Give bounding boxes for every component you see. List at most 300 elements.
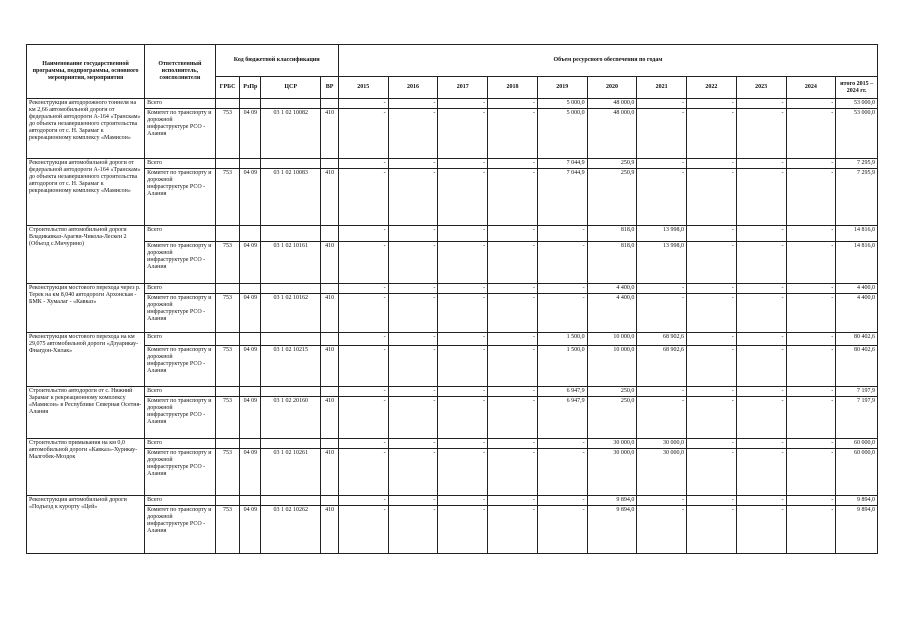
amount-cell-2023: - xyxy=(736,496,786,506)
amount-cell-2015: - xyxy=(338,346,388,387)
grbs-cell: 753 xyxy=(215,109,240,159)
grbs-cell xyxy=(215,99,240,109)
rzpr-cell: 04 09 xyxy=(240,169,261,226)
amount-cell-2021: - xyxy=(637,99,687,109)
amount-cell-2017: - xyxy=(438,449,488,496)
amount-cell-2015: - xyxy=(338,226,388,242)
table-row-executor xyxy=(27,109,878,159)
table-row-total xyxy=(27,439,878,449)
amount-cell-2022: - xyxy=(687,439,737,449)
amount-cell-2015: - xyxy=(338,169,388,226)
amount-cell-2016: - xyxy=(388,506,438,554)
amount-cell-2021: - xyxy=(637,397,687,439)
amount-cell-2020: 30 000,0 xyxy=(587,439,637,449)
amount-cell-2023: - xyxy=(736,99,786,109)
responsible-cell: Всего xyxy=(145,496,215,506)
amount-cell-2016: - xyxy=(388,226,438,242)
amount-cell-2019: 7 044,9 xyxy=(537,169,587,226)
amount-cell-2021: 30 000,0 xyxy=(637,449,687,496)
amount-cell-2024: - xyxy=(786,346,836,387)
amount-cell-2016: - xyxy=(388,294,438,333)
amount-cell-2022: - xyxy=(687,397,737,439)
amount-cell-2016: - xyxy=(388,496,438,506)
rzpr-cell xyxy=(240,439,261,449)
responsible-cell: Комитет по транспорту и дорожной инфраструктуре РСО - Алания xyxy=(145,397,215,439)
amount-cell-2022: - xyxy=(687,109,737,159)
amount-cell-2019: - xyxy=(537,496,587,506)
vr-cell xyxy=(321,387,339,397)
amount-cell-2021: - xyxy=(637,284,687,294)
amount-cell-2016: - xyxy=(388,284,438,294)
amount-cell-2022: - xyxy=(687,226,737,242)
rzpr-cell xyxy=(240,387,261,397)
amount-cell-2022: - xyxy=(687,449,737,496)
amount-cell-2015: - xyxy=(338,109,388,159)
amount-cell-2016: - xyxy=(388,449,438,496)
total-cell: 80 402,6 xyxy=(836,333,878,346)
code-header-csr: ЦСР xyxy=(261,77,321,99)
total-cell: 53 000,0 xyxy=(836,109,878,159)
amount-cell-2024: - xyxy=(786,109,836,159)
table-body xyxy=(27,99,878,554)
rzpr-cell xyxy=(240,226,261,242)
vr-cell xyxy=(321,284,339,294)
responsible-cell: Всего xyxy=(145,439,215,449)
year-header-2020: 2020 xyxy=(587,77,637,99)
responsible-header: Ответственный исполнитель, соисполнители xyxy=(145,45,215,99)
vr-cell: 410 xyxy=(321,242,339,284)
amount-cell-2015: - xyxy=(338,449,388,496)
amount-cell-2022: - xyxy=(687,506,737,554)
amount-cell-2015: - xyxy=(338,496,388,506)
grbs-cell: 753 xyxy=(215,242,240,284)
project-name: Строительство примыкания на км 0,0 автомобильной дороги «Кавказ»-Хурикау-Малгобек-Моздок xyxy=(27,439,145,496)
amount-cell-2023: - xyxy=(736,387,786,397)
amount-cell-2023: - xyxy=(736,333,786,346)
amount-cell-2024: - xyxy=(786,397,836,439)
vr-cell: 410 xyxy=(321,449,339,496)
amount-cell-2020: 10 000,0 xyxy=(587,333,637,346)
amount-cell-2020: 4 400,0 xyxy=(587,294,637,333)
grbs-cell xyxy=(215,333,240,346)
amount-cell-2017: - xyxy=(438,387,488,397)
amount-cell-2023: - xyxy=(736,397,786,439)
amount-cell-2017: - xyxy=(438,109,488,159)
csr-cell xyxy=(261,159,321,169)
amount-cell-2021: - xyxy=(637,506,687,554)
responsible-cell: Всего xyxy=(145,99,215,109)
rzpr-cell: 04 09 xyxy=(240,294,261,333)
amount-cell-2024: - xyxy=(786,506,836,554)
total-cell: 4 400,0 xyxy=(836,294,878,333)
vr-cell: 410 xyxy=(321,506,339,554)
vr-cell xyxy=(321,496,339,506)
rzpr-cell: 04 09 xyxy=(240,242,261,284)
amount-cell-2016: - xyxy=(388,397,438,439)
amount-cell-2023: - xyxy=(736,242,786,284)
total-cell: 14 816,0 xyxy=(836,226,878,242)
csr-cell: 03 1 02 10261 xyxy=(261,449,321,496)
csr-cell: 03 1 02 10082 xyxy=(261,109,321,159)
amount-cell-2015: - xyxy=(338,333,388,346)
amount-cell-2021: - xyxy=(637,387,687,397)
year-header-2018: 2018 xyxy=(488,77,538,99)
amount-cell-2015: - xyxy=(338,439,388,449)
project-name: Реконструкция автомобильной дороги «Подъезд к курорту «Цей» xyxy=(27,496,145,554)
rzpr-cell xyxy=(240,333,261,346)
code-header-grbs: ГРБС xyxy=(215,77,240,99)
table-row-executor xyxy=(27,169,878,226)
amount-cell-2020: 48 000,0 xyxy=(587,109,637,159)
amount-cell-2021: - xyxy=(637,159,687,169)
amount-cell-2019: - xyxy=(537,226,587,242)
total-cell: 53 000,0 xyxy=(836,99,878,109)
amount-cell-2020: 4 400,0 xyxy=(587,284,637,294)
amount-cell-2020: 250,9 xyxy=(587,159,637,169)
grbs-cell: 753 xyxy=(215,397,240,439)
table-row-total xyxy=(27,159,878,169)
amount-cell-2024: - xyxy=(786,449,836,496)
amount-cell-2018: - xyxy=(488,387,538,397)
amount-cell-2018: - xyxy=(488,159,538,169)
amount-cell-2023: - xyxy=(736,506,786,554)
amount-cell-2021: 30 000,0 xyxy=(637,439,687,449)
amount-cell-2023: - xyxy=(736,159,786,169)
grbs-cell xyxy=(215,496,240,506)
amount-cell-2018: - xyxy=(488,439,538,449)
grbs-cell: 753 xyxy=(215,449,240,496)
amount-cell-2018: - xyxy=(488,99,538,109)
amount-cell-2018: - xyxy=(488,284,538,294)
rzpr-cell xyxy=(240,284,261,294)
csr-cell xyxy=(261,226,321,242)
amount-cell-2019: 1 500,0 xyxy=(537,333,587,346)
amount-cell-2015: - xyxy=(338,159,388,169)
amount-cell-2018: - xyxy=(488,109,538,159)
amount-cell-2017: - xyxy=(438,397,488,439)
responsible-cell: Комитет по транспорту и дорожной инфраструктуре РСО - Алания xyxy=(145,169,215,226)
amount-cell-2020: 48 000,0 xyxy=(587,99,637,109)
responsible-cell: Всего xyxy=(145,159,215,169)
amount-cell-2020: 250,9 xyxy=(587,169,637,226)
amount-cell-2016: - xyxy=(388,439,438,449)
amount-cell-2019: 5 000,0 xyxy=(537,109,587,159)
vr-cell xyxy=(321,99,339,109)
amount-cell-2024: - xyxy=(786,284,836,294)
project-name: Реконструкция автодорожного тоннеля на км 2,66 автомобильной дороги от федеральной автодороги А-164 «Транскам» до объекта незавершенного строительства автодороги от с. Н. Зарамаг к рекреационному комплексу «Мамисон» xyxy=(27,99,145,159)
amount-cell-2017: - xyxy=(438,169,488,226)
amount-cell-2024: - xyxy=(786,387,836,397)
csr-cell xyxy=(261,439,321,449)
amount-cell-2024: - xyxy=(786,439,836,449)
csr-cell: 03 1 02 20160 xyxy=(261,397,321,439)
amount-cell-2024: - xyxy=(786,242,836,284)
vr-cell xyxy=(321,226,339,242)
amount-cell-2017: - xyxy=(438,496,488,506)
amount-cell-2019: - xyxy=(537,439,587,449)
csr-cell xyxy=(261,333,321,346)
amount-cell-2015: - xyxy=(338,99,388,109)
amount-cell-2017: - xyxy=(438,159,488,169)
amount-cell-2016: - xyxy=(388,346,438,387)
amount-cell-2015: - xyxy=(338,387,388,397)
code-header-vr: ВР xyxy=(321,77,339,99)
total-cell: 9 894,0 xyxy=(836,496,878,506)
budget-code-header: Код бюджетной классификации xyxy=(215,45,338,77)
amount-cell-2016: - xyxy=(388,169,438,226)
rzpr-cell xyxy=(240,99,261,109)
total-cell: 7 197,9 xyxy=(836,397,878,439)
amount-cell-2023: - xyxy=(736,346,786,387)
csr-cell: 03 1 02 10162 xyxy=(261,294,321,333)
amount-cell-2023: - xyxy=(736,439,786,449)
amount-cell-2024: - xyxy=(786,496,836,506)
csr-cell xyxy=(261,99,321,109)
year-header-2017: 2017 xyxy=(438,77,488,99)
rzpr-cell xyxy=(240,496,261,506)
amount-cell-2021: 68 902,6 xyxy=(637,333,687,346)
amount-cell-2019: 6 947,9 xyxy=(537,397,587,439)
amount-cell-2022: - xyxy=(687,99,737,109)
project-name: Строительство автомобильной дороги Владикавказ-Арагви-Чикола-Лескен 2 (Объезд с.Мичурино) xyxy=(27,226,145,284)
rzpr-cell: 04 09 xyxy=(240,109,261,159)
responsible-cell: Комитет по транспорту и дорожной инфраструктуре РСО - Алания xyxy=(145,449,215,496)
table-row-total xyxy=(27,99,878,109)
amount-cell-2023: - xyxy=(736,226,786,242)
amount-cell-2023: - xyxy=(736,169,786,226)
amount-cell-2022: - xyxy=(687,294,737,333)
year-header-2015: 2015 xyxy=(338,77,388,99)
rzpr-cell xyxy=(240,159,261,169)
table-row-executor xyxy=(27,397,878,439)
funding-header: Объем ресурсного обеспечения по годам xyxy=(338,45,877,77)
csr-cell: 03 1 02 10215 xyxy=(261,346,321,387)
grbs-cell xyxy=(215,159,240,169)
table-row-executor xyxy=(27,449,878,496)
amount-cell-2018: - xyxy=(488,496,538,506)
responsible-cell: Комитет по транспорту и дорожной инфраструктуре РСО - Алания xyxy=(145,294,215,333)
amount-cell-2018: - xyxy=(488,242,538,284)
amount-cell-2018: - xyxy=(488,294,538,333)
rzpr-cell: 04 09 xyxy=(240,449,261,496)
amount-cell-2019: 1 500,0 xyxy=(537,346,587,387)
amount-cell-2020: 250,0 xyxy=(587,387,637,397)
amount-cell-2018: - xyxy=(488,506,538,554)
table-row-executor xyxy=(27,294,878,333)
project-name: Строительство автодороги от с. Нижний Зарамаг к рекреационному комплексу «Мамисон» в Республике Северная Осетия-Алания xyxy=(27,387,145,439)
amount-cell-2018: - xyxy=(488,397,538,439)
amount-cell-2016: - xyxy=(388,242,438,284)
amount-cell-2018: - xyxy=(488,346,538,387)
grbs-cell xyxy=(215,284,240,294)
responsible-cell: Комитет по транспорту и дорожной инфраструктуре РСО - Алания xyxy=(145,242,215,284)
responsible-cell: Комитет по транспорту и дорожной инфраструктуре РСО - Алания xyxy=(145,506,215,554)
responsible-cell: Комитет по транспорту и дорожной инфраструктуре РСО - Алания xyxy=(145,346,215,387)
total-header: итого 2015 – 2024 гг. xyxy=(836,77,878,99)
total-cell: 60 000,0 xyxy=(836,439,878,449)
table-header xyxy=(27,45,878,99)
year-header-2024: 2024 xyxy=(786,77,836,99)
year-header-2022: 2022 xyxy=(687,77,737,99)
vr-cell xyxy=(321,439,339,449)
grbs-cell xyxy=(215,226,240,242)
amount-cell-2024: - xyxy=(786,226,836,242)
total-cell: 7 197,9 xyxy=(836,387,878,397)
table-row-total xyxy=(27,333,878,346)
amount-cell-2016: - xyxy=(388,333,438,346)
amount-cell-2020: 9 894,0 xyxy=(587,506,637,554)
amount-cell-2020: 818,0 xyxy=(587,226,637,242)
csr-cell xyxy=(261,284,321,294)
csr-cell: 03 1 02 10161 xyxy=(261,242,321,284)
amount-cell-2021: 13 998,0 xyxy=(637,242,687,284)
amount-cell-2021: 13 998,0 xyxy=(637,226,687,242)
csr-cell xyxy=(261,387,321,397)
amount-cell-2016: - xyxy=(388,109,438,159)
table-row-total xyxy=(27,284,878,294)
vr-cell: 410 xyxy=(321,169,339,226)
amount-cell-2022: - xyxy=(687,159,737,169)
amount-cell-2017: - xyxy=(438,506,488,554)
amount-cell-2017: - xyxy=(438,226,488,242)
project-name: Реконструкция мостового перехода на км 29,075 автомобильной дороги «Дзуарикау-Фиагдон-Хилак» xyxy=(27,333,145,387)
amount-cell-2015: - xyxy=(338,397,388,439)
amount-cell-2024: - xyxy=(786,99,836,109)
year-header-2016: 2016 xyxy=(388,77,438,99)
csr-cell: 03 1 02 10262 xyxy=(261,506,321,554)
total-cell: 9 894,0 xyxy=(836,506,878,554)
rzpr-cell: 04 09 xyxy=(240,397,261,439)
amount-cell-2017: - xyxy=(438,333,488,346)
amount-cell-2024: - xyxy=(786,169,836,226)
amount-cell-2015: - xyxy=(338,242,388,284)
vr-cell xyxy=(321,333,339,346)
amount-cell-2024: - xyxy=(786,294,836,333)
amount-cell-2017: - xyxy=(438,242,488,284)
amount-cell-2019: - xyxy=(537,506,587,554)
year-header-2023: 2023 xyxy=(736,77,786,99)
amount-cell-2021: 68 902,6 xyxy=(637,346,687,387)
amount-cell-2021: - xyxy=(637,169,687,226)
amount-cell-2022: - xyxy=(687,242,737,284)
code-header-rzpr: РзПр xyxy=(240,77,261,99)
grbs-cell xyxy=(215,387,240,397)
amount-cell-2016: - xyxy=(388,159,438,169)
responsible-cell: Комитет по транспорту и дорожной инфраструктуре РСО - Алания xyxy=(145,109,215,159)
table-row-executor xyxy=(27,242,878,284)
vr-cell: 410 xyxy=(321,109,339,159)
project-name: Реконструкция мостового перехода через р. Терек на км 8,040 автодороги Архонская - БМК - Хумалаг - «Кавказ» xyxy=(27,284,145,333)
amount-cell-2022: - xyxy=(687,169,737,226)
amount-cell-2019: 7 044,9 xyxy=(537,159,587,169)
amount-cell-2017: - xyxy=(438,284,488,294)
amount-cell-2022: - xyxy=(687,496,737,506)
vr-cell: 410 xyxy=(321,346,339,387)
amount-cell-2022: - xyxy=(687,346,737,387)
amount-cell-2020: 250,0 xyxy=(587,397,637,439)
amount-cell-2017: - xyxy=(438,439,488,449)
responsible-cell: Всего xyxy=(145,226,215,242)
amount-cell-2018: - xyxy=(488,333,538,346)
program-header: Наименование государственной программы, подпрограммы, основного мероприятия, мероприятия xyxy=(27,45,145,99)
amount-cell-2021: - xyxy=(637,109,687,159)
grbs-cell: 753 xyxy=(215,294,240,333)
amount-cell-2024: - xyxy=(786,159,836,169)
amount-cell-2021: - xyxy=(637,496,687,506)
amount-cell-2019: 5 000,0 xyxy=(537,99,587,109)
amount-cell-2018: - xyxy=(488,226,538,242)
responsible-cell: Всего xyxy=(145,333,215,346)
table-row-total xyxy=(27,387,878,397)
amount-cell-2016: - xyxy=(388,99,438,109)
year-header-2019: 2019 xyxy=(537,77,587,99)
amount-cell-2019: - xyxy=(537,284,587,294)
csr-cell xyxy=(261,496,321,506)
total-cell: 80 402,6 xyxy=(836,346,878,387)
rzpr-cell: 04 09 xyxy=(240,506,261,554)
vr-cell: 410 xyxy=(321,397,339,439)
amount-cell-2022: - xyxy=(687,284,737,294)
amount-cell-2019: - xyxy=(537,449,587,496)
amount-cell-2018: - xyxy=(488,169,538,226)
amount-cell-2015: - xyxy=(338,506,388,554)
amount-cell-2023: - xyxy=(736,294,786,333)
rzpr-cell: 04 09 xyxy=(240,346,261,387)
grbs-cell: 753 xyxy=(215,506,240,554)
total-cell: 7 295,9 xyxy=(836,169,878,226)
vr-cell: 410 xyxy=(321,294,339,333)
amount-cell-2019: - xyxy=(537,294,587,333)
responsible-cell: Всего xyxy=(145,387,215,397)
vr-cell xyxy=(321,159,339,169)
amount-cell-2019: 6 947,9 xyxy=(537,387,587,397)
amount-cell-2020: 9 894,0 xyxy=(587,496,637,506)
total-cell: 14 816,0 xyxy=(836,242,878,284)
table-row-executor xyxy=(27,506,878,554)
amount-cell-2018: - xyxy=(488,449,538,496)
table-row-total xyxy=(27,496,878,506)
grbs-cell: 753 xyxy=(215,346,240,387)
amount-cell-2020: 10 000,0 xyxy=(587,346,637,387)
funding-table xyxy=(26,44,878,554)
project-name: Реконструкция автомобильной дороги от федеральной автодороги А-164 «Транскам» до объекта незавершенного строительства автодороги от с. Н. Зарамаг к рекреационному комплексу «Мамисон» xyxy=(27,159,145,226)
amount-cell-2021: - xyxy=(637,294,687,333)
year-header-2021: 2021 xyxy=(637,77,687,99)
amount-cell-2023: - xyxy=(736,284,786,294)
amount-cell-2016: - xyxy=(388,387,438,397)
amount-cell-2017: - xyxy=(438,294,488,333)
amount-cell-2020: 30 000,0 xyxy=(587,449,637,496)
amount-cell-2015: - xyxy=(338,294,388,333)
csr-cell: 03 1 02 10083 xyxy=(261,169,321,226)
amount-cell-2022: - xyxy=(687,333,737,346)
amount-cell-2019: - xyxy=(537,242,587,284)
amount-cell-2023: - xyxy=(736,109,786,159)
total-cell: 7 295,9 xyxy=(836,159,878,169)
amount-cell-2020: 818,0 xyxy=(587,242,637,284)
total-cell: 60 000,0 xyxy=(836,449,878,496)
grbs-cell xyxy=(215,439,240,449)
table-row-executor xyxy=(27,346,878,387)
total-cell: 4 400,0 xyxy=(836,284,878,294)
amount-cell-2017: - xyxy=(438,99,488,109)
table-row-total xyxy=(27,226,878,242)
grbs-cell: 753 xyxy=(215,169,240,226)
amount-cell-2022: - xyxy=(687,387,737,397)
amount-cell-2017: - xyxy=(438,346,488,387)
amount-cell-2024: - xyxy=(786,333,836,346)
amount-cell-2023: - xyxy=(736,449,786,496)
